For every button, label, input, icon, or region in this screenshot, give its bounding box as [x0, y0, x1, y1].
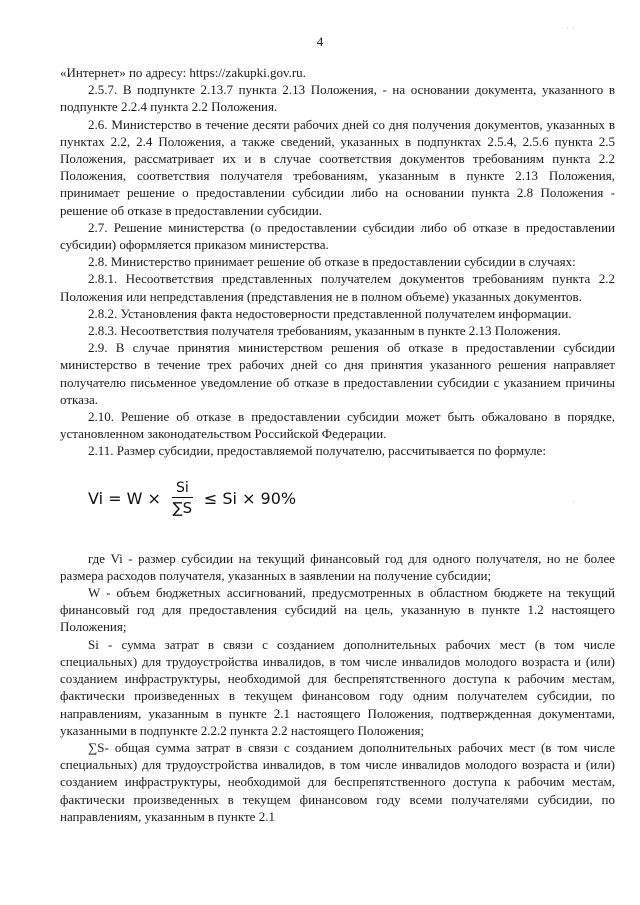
paragraph: 2.10. Решение об отказе в предоставлении субсидии может быть обжаловано в порядке, установленном законодательством Российской Федерации. [60, 409, 615, 442]
paragraph: 2.7. Решение министерства (о предоставлении субсидии либо об отказе в предоставлении субсидии) оформляется приказом министерства. [60, 219, 615, 253]
scan-speck: · · [566, 24, 575, 34]
paragraph: 2.9. В случае принятия министерством решения об отказе в предоставлении субсидии министерство в течение трех рабочих дней со дня принятия указанного решения направляет получателю письменное уведомление об отказе в предоставлении субсидии с указанием причины отказа. [60, 340, 615, 407]
paragraph: 2.6. Министерство в течение десяти рабочих дней со дня получения документов, указанных в пунктах 2.2, 2.4 Положения, а также сведений, указанных в подпунктах 2.5.4, 2.5.6 пункта 2.5 Положения, рассматривает их и в случае соответствия документов требованиям пункта 2.2 Положения, соответствия получателя требованиям, указанным в пункте 2.13 Положения, принимает решение о предоставлении субсидии либо на основании пункта 2.8 Положения - решение об отказе в предоставлении субсидии. [60, 116, 615, 218]
formula-denominator: ∑S [172, 499, 193, 518]
paragraph: 2.11. Размер субсидии, предоставляемой получателю, рассчитывается по формуле: [88, 443, 546, 459]
definition: ∑S- общая сумма затрат в связи с созданием дополнительных рабочих мест (в том числе специальных) для трудоустройства инвалидов, в том числе инвалидов молодого возраста и (или) созданием инфраструктуры, необходимой для беспрепятственного доступа к рабочим местам, фактически произведенных в текущем финансовом году всеми получателями субсидии, по направлениям, указанным в пункте 2.1 [60, 739, 615, 824]
formula-numerator: Si [176, 480, 189, 497]
page-number: 4 [316, 34, 324, 49]
paragraph: «Интернет» по адресу: https://zakupki.gov.ru. [60, 65, 306, 80]
formula-lhs: Vi = W × [88, 489, 167, 509]
document-body [60, 64, 615, 825]
paragraph: 2.8. Министерство принимает решение об отказе в предоставлении субсидии в случаях: [88, 254, 576, 270]
definition: W - объем бюджетных ассигнований, предусмотренных в областном бюджете на текущий финансовый год для предоставления субсидий на цель, указанную в пункте 1.2 настоящего Положения; [60, 585, 615, 635]
definition: Si - сумма затрат в связи с созданием дополнительных рабочих мест (в том числе специальных) для трудоустройства инвалидов, в том числе инвалидов молодого возраста и (или) созданием инфраструктуры, необходимой для беспрепятственного доступа к рабочим местам, фактически произведенных в текущем финансовом году одним получателем субсидии, по направлениям, указанным в пункте 2.1 настоящего Положения, подтвержденная документами, указанными в подпункте 2.2.2 пункта 2.2 настоящего Положения; [60, 636, 615, 738]
scan-speck: · [572, 498, 575, 508]
definition: где Vi - размер субсидии на текущий финансовый год для одного получателя, но не более размера расходов получателя, указанных в заявлении на получение субсидии; [60, 550, 615, 583]
formula-fraction [172, 479, 193, 518]
paragraph: 2.8.2. Установления факта недостоверности представленной получателем информации. [88, 305, 572, 321]
subsidy-formula [88, 464, 615, 534]
paragraph: 2.8.3. Несоответствия получателя требованиям, указанным в пункте 2.13 Положения. [88, 323, 561, 339]
paragraph: 2.5.7. В подпункте 2.13.7 пункта 2.13 Положения, - на основании документа, указанного в подпункте 2.2.4 пункта 2.2 Положения. [60, 82, 615, 115]
formula-rhs: ≤ Si × 90% [198, 489, 297, 509]
paragraph: 2.8.1. Несоответствия представленных получателем документов требованиям пункта 2.2 Положения или непредставления (представления не в полном объеме) указанных документов. [60, 271, 615, 304]
